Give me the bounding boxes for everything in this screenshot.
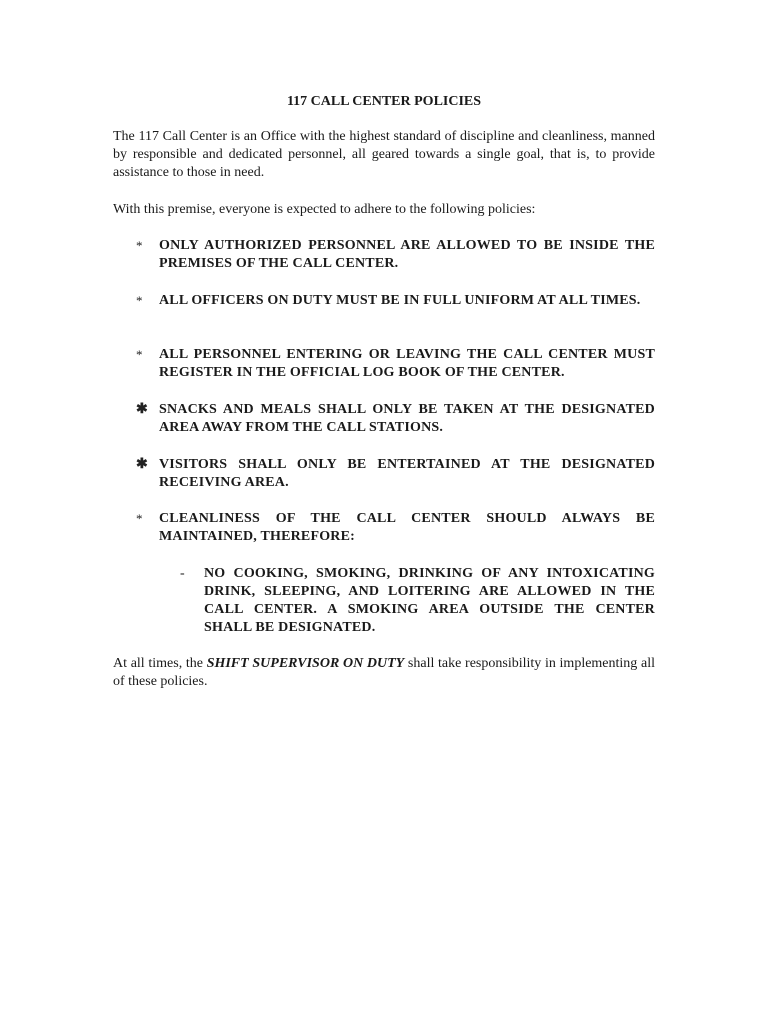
closing-paragraph: [113, 655, 655, 691]
closing-emphasis: SHIFT SUPERVISOR ON DUTY: [206, 656, 405, 671]
policy-item: [113, 456, 655, 492]
policy-text: VISITORS SHALL ONLY BE ENTERTAINED AT THE DESIGNATED RECEIVING AREA.: [159, 457, 655, 490]
policy-text: ALL OFFICERS ON DUTY MUST BE IN FULL UNIFORM AT ALL TIMES.: [159, 293, 641, 308]
policy-text: ALL PERSONNEL ENTERING OR LEAVING THE CALL CENTER MUST REGISTER IN THE OFFICIAL LOG BOOK OF THE CENTER.: [159, 347, 655, 380]
bullet-marker: *: [136, 347, 143, 362]
policy-item: [113, 237, 655, 273]
closing-text-after: shall take responsibility in implementing all of these policies.: [113, 656, 655, 689]
policy-text: ONLY AUTHORIZED PERSONNEL ARE ALLOWED TO BE INSIDE THE PREMISES OF THE CALL CENTER.: [159, 238, 655, 271]
intro-paragraph: The 117 Call Center is an Office with the highest standard of discipline and cleanliness, manned by responsible and dedicated personnel, all geared towards a single goal, that is, to provide assistance to those in need.: [113, 129, 655, 180]
policy-item: [113, 401, 655, 437]
policy-item: [113, 346, 655, 382]
bullet-marker: ✱: [136, 402, 148, 417]
sub-policy-item: [113, 565, 655, 637]
sub-policy-text: NO COOKING, SMOKING, DRINKING OF ANY INTOXICATING DRINK, SLEEPING, AND LOITERING ARE ALLOWED IN THE CALL CENTER. A SMOKING AREA OUTSIDE THE CENTER SHALL BE DESIGNATED.: [204, 566, 655, 635]
document-title: 117 CALL CENTER POLICIES: [286, 94, 482, 109]
premise-paragraph: With this premise, everyone is expected to adhere to the following policies:: [113, 202, 536, 217]
bullet-marker: ✱: [136, 457, 148, 472]
bullet-marker: *: [136, 293, 143, 308]
bullet-marker: *: [136, 511, 143, 526]
policy-text: CLEANLINESS OF THE CALL CENTER SHOULD ALWAYS BE MAINTAINED, THEREFORE:: [159, 511, 655, 544]
policy-text: SNACKS AND MEALS SHALL ONLY BE TAKEN AT THE DESIGNATED AREA AWAY FROM THE CALL STATIONS.: [159, 402, 655, 435]
bullet-marker: *: [136, 238, 143, 253]
policy-item: [113, 510, 655, 546]
policy-item: [113, 292, 655, 310]
closing-text-before: At all times, the: [113, 656, 207, 671]
dash-marker: -: [180, 566, 185, 581]
